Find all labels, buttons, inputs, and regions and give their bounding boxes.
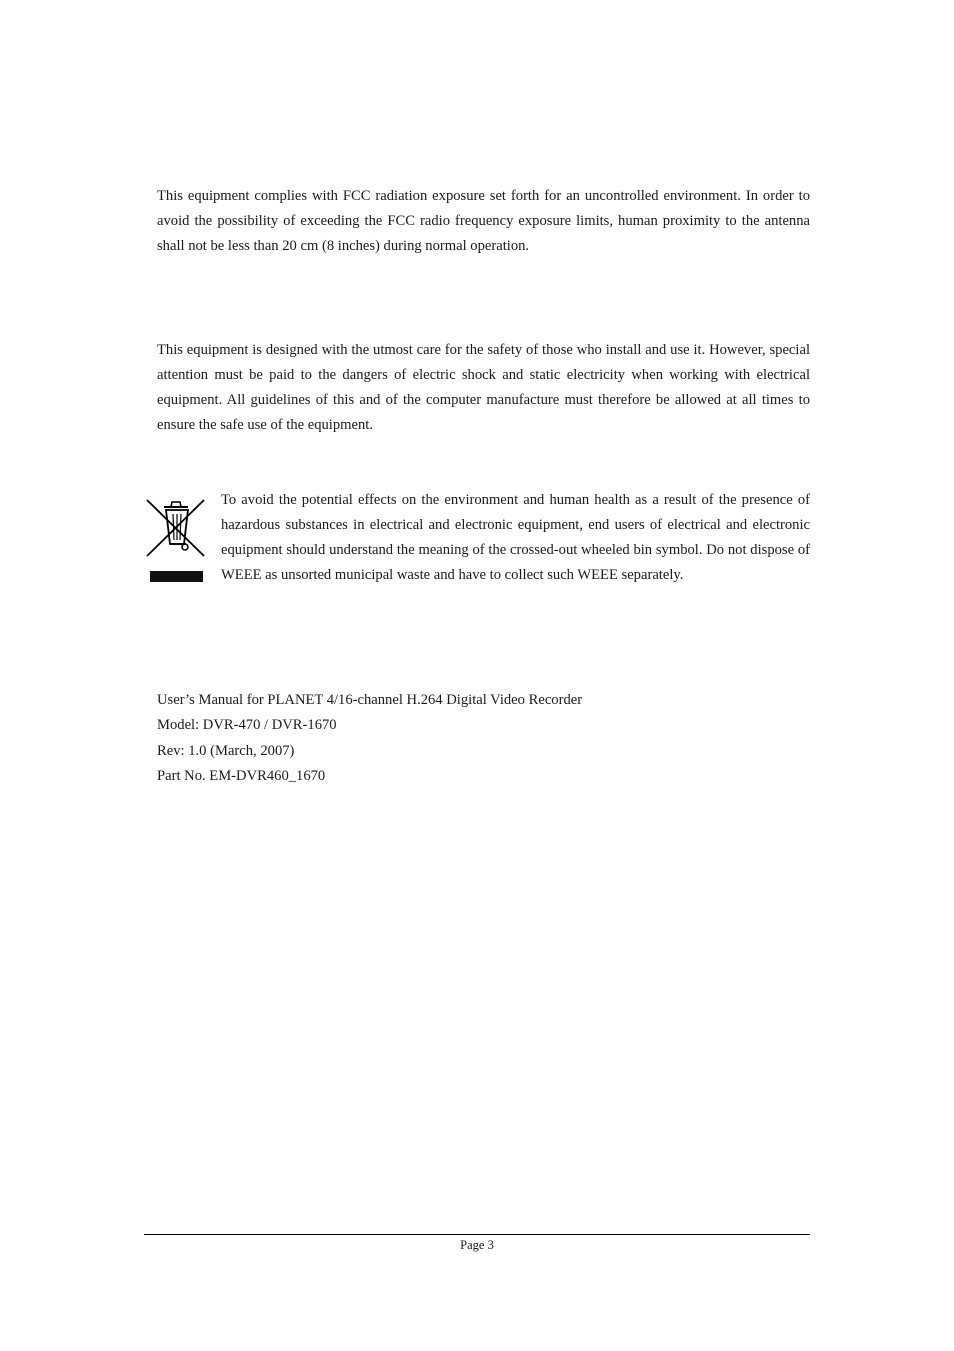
part-number-line: Part No. EM-DVR460_1670 [157, 767, 326, 784]
crossed-out-wheeled-bin-icon [144, 492, 208, 592]
footer-divider [144, 1234, 810, 1235]
weee-paragraph [157, 488, 810, 592]
fcc-exposure-paragraph: This equipment complies with FCC radiation exposure set forth for an uncontrolled environment. In order to avoid the possibility of exceeding the FCC radio frequency exposure limits, human proximity to the antenna shall not be less than 20 cm (8 inches) during normal operation. [157, 188, 810, 254]
model-line: Model: DVR-470 / DVR-1670 [157, 717, 337, 734]
manual-title: User’s Manual for PLANET 4/16-channel H.264 Digital Video Recorder [157, 692, 583, 708]
page-number: Page 3 [460, 1238, 494, 1252]
safety-paragraph: This equipment is designed with the utmost care for the safety of those who install and use it. However, special attention must be paid to the dangers of electric shock and static electricity when working with electrical equipment. All guidelines of this and of the computer manufacture must therefore be allowed at all times to ensure the safe use of the equipment. [157, 342, 810, 433]
manual-info [157, 688, 582, 789]
weee-text: To avoid the potential effects on the environment and human health as a result of the presence of hazardous substances in electrical and electronic equipment, end users of electrical and electronic equipment should understand the meaning of the crossed-out wheeled bin symbol. Do not dispose of WEEE as unsorted municipal waste and have to collect such WEEE separately. [221, 492, 810, 583]
revision-line: Rev: 1.0 (March, 2007) [157, 742, 295, 759]
